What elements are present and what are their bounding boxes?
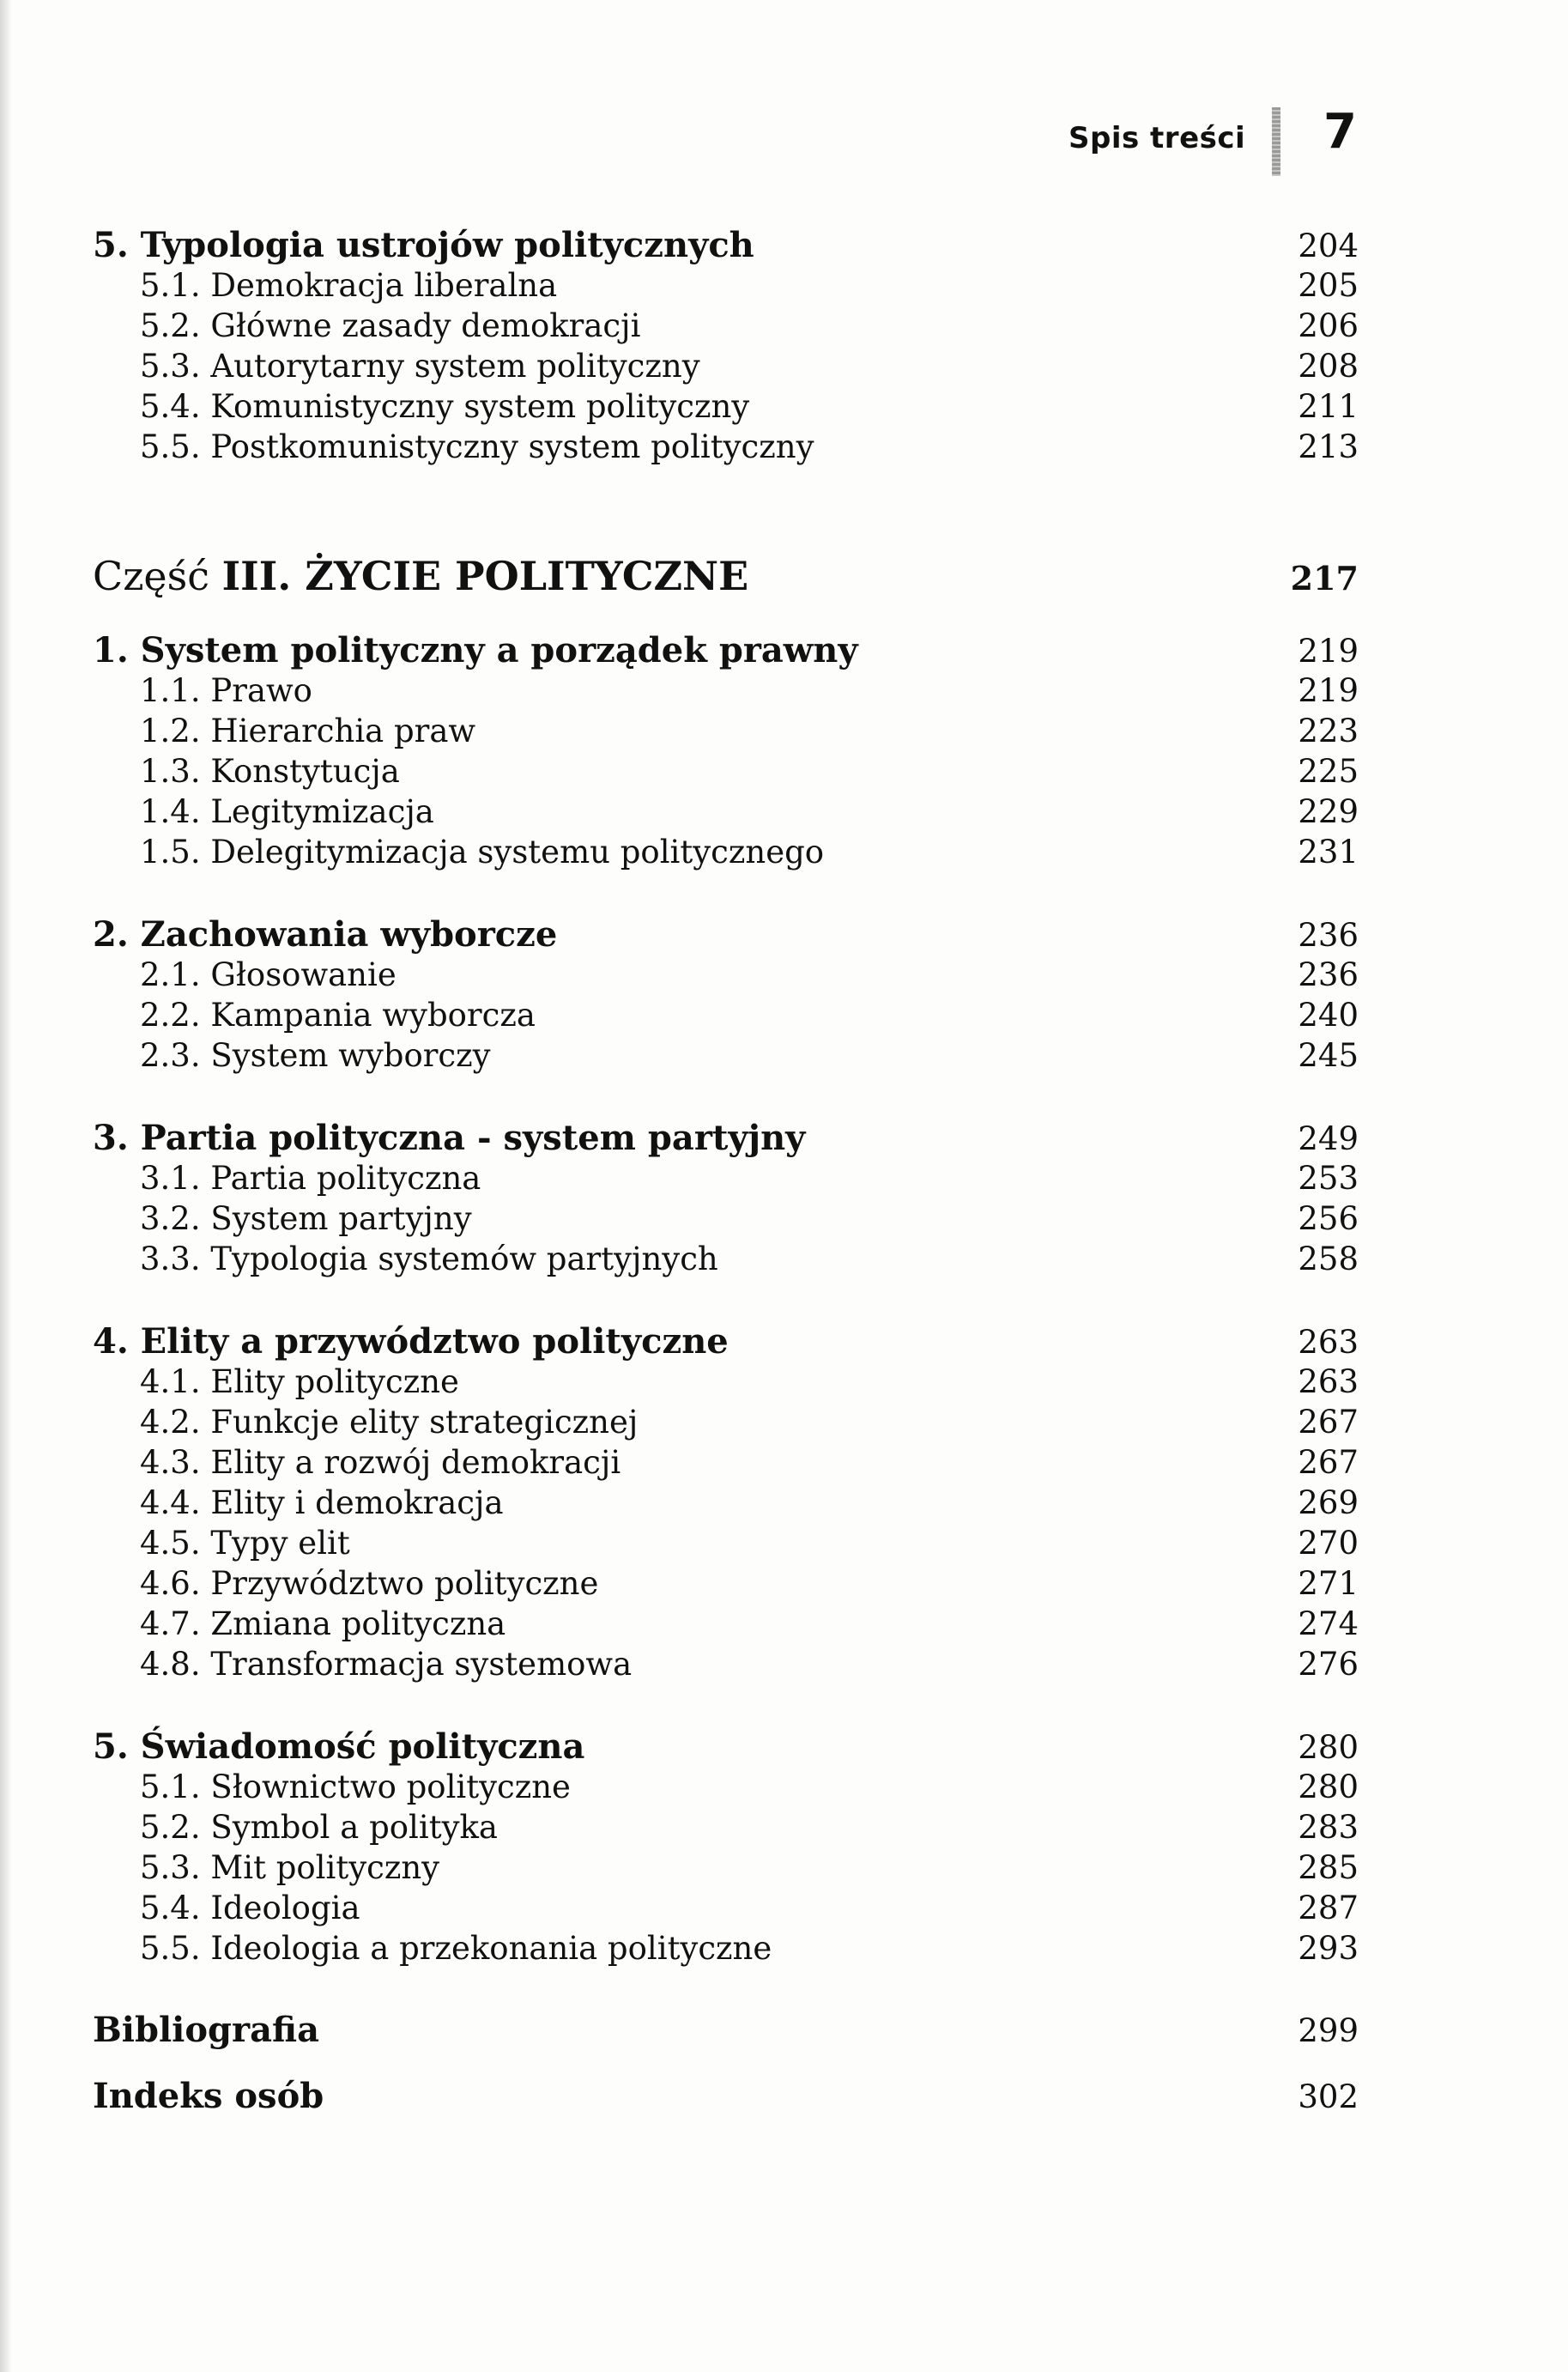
subsection-title: 5.1. Demokracja liberalna [140, 267, 558, 304]
toc-subsection-row[interactable] [93, 1483, 1359, 1523]
subsection-page: 293 [1298, 1930, 1359, 1967]
subsection-page: 223 [1298, 713, 1359, 749]
toc-subsection-row[interactable] [93, 1888, 1359, 1928]
toc-subsection-row[interactable] [93, 1198, 1359, 1239]
subsection-page: 274 [1298, 1605, 1359, 1642]
subsection-title: 5.3. Autorytarny system polityczny [140, 348, 700, 385]
chapter-page: 249 [1298, 1120, 1359, 1157]
toc-subsection-row[interactable] [93, 1035, 1359, 1076]
toc-subsection-row[interactable] [93, 1807, 1359, 1847]
subsection-title: 5.4. Ideologia [140, 1890, 360, 1926]
chapter-title: 1. System polityczny a porządek prawny [93, 630, 858, 670]
toc-bibliography-row[interactable] [93, 2010, 1359, 2050]
toc-subsection-row[interactable] [93, 1523, 1359, 1563]
subsection-page: 256 [1298, 1200, 1359, 1237]
toc-subsection-row[interactable] [93, 1402, 1359, 1442]
toc-subsection-row[interactable] [93, 346, 1359, 386]
chapter-page: 263 [1298, 1324, 1359, 1361]
index-title: Indeks osób [93, 2076, 324, 2116]
running-header [0, 104, 1568, 202]
subsection-title: 1.2. Hierarchia praw [140, 713, 476, 749]
subsection-page: 271 [1298, 1565, 1359, 1602]
toc-chapter-row[interactable] [93, 630, 1359, 670]
subsection-page: 240 [1298, 997, 1359, 1034]
toc-subsection-row[interactable] [93, 711, 1359, 751]
subsection-title: 4.1. Elity polityczne [140, 1363, 459, 1400]
part-heading [93, 546, 748, 606]
toc-subsection-row[interactable] [93, 1767, 1359, 1807]
subsection-title: 2.3. System wyborczy [140, 1037, 491, 1074]
chapter-page: 219 [1298, 633, 1359, 670]
subsection-page: 258 [1298, 1241, 1359, 1277]
subsection-page: 269 [1298, 1484, 1359, 1521]
toc-subsection-row[interactable] [93, 1847, 1359, 1888]
page-edge-shadow [0, 0, 12, 2372]
toc-subsection-row[interactable] [93, 995, 1359, 1035]
subsection-page: 267 [1298, 1404, 1359, 1441]
subsection-page: 231 [1298, 834, 1359, 871]
subsection-title: 3.1. Partia polityczna [140, 1160, 481, 1197]
toc-subsection-row[interactable] [93, 1644, 1359, 1684]
subsection-title: 3.3. Typologia systemów partyjnych [140, 1241, 718, 1277]
toc-chapter-row[interactable] [93, 914, 1359, 955]
header-divider-bar [1272, 107, 1280, 176]
subsection-page: 225 [1298, 753, 1359, 790]
subsection-page: 245 [1298, 1037, 1359, 1074]
subsection-page: 211 [1298, 388, 1359, 425]
subsection-title: 2.2. Kampania wyborcza [140, 997, 536, 1034]
subsection-title: 5.2. Główne zasady demokracji [140, 307, 641, 344]
chapter-page: 280 [1298, 1729, 1359, 1766]
index-page: 302 [1298, 2078, 1359, 2115]
toc-subsection-row[interactable] [93, 670, 1359, 711]
subsection-title: 4.6. Przywództwo polityczne [140, 1565, 599, 1602]
subsection-title: 4.2. Funkcje elity strategicznej [140, 1404, 639, 1441]
chapter-page: 204 [1298, 227, 1359, 264]
toc-subsection-row[interactable] [93, 1563, 1359, 1604]
toc-subsection-row[interactable] [93, 306, 1359, 346]
subsection-page: 219 [1298, 672, 1359, 709]
page-number: 7 [1323, 104, 1357, 160]
toc-chapter-row[interactable] [93, 1726, 1359, 1767]
subsection-title: 5.1. Słownictwo polityczne [140, 1768, 571, 1805]
subsection-page: 208 [1298, 348, 1359, 385]
subsection-page: 287 [1298, 1890, 1359, 1926]
bibliography-page: 299 [1298, 2012, 1359, 2049]
table-of-contents [93, 225, 1359, 2116]
chapter-page: 236 [1298, 917, 1359, 954]
subsection-page: 205 [1298, 267, 1359, 304]
subsection-title: 5.5. Ideologia a przekonania polityczne [140, 1930, 772, 1967]
subsection-page: 236 [1298, 956, 1359, 993]
part-word: Część [93, 553, 222, 599]
toc-chapter-row[interactable] [93, 1321, 1359, 1362]
subsection-title: 5.2. Symbol a polityka [140, 1809, 498, 1846]
part-page: 217 [1290, 559, 1359, 598]
subsection-page: 263 [1298, 1363, 1359, 1400]
toc-part-row[interactable] [93, 546, 1359, 606]
toc-subsection-row[interactable] [93, 386, 1359, 427]
subsection-page: 280 [1298, 1768, 1359, 1805]
subsection-title: 5.5. Postkomunistyczny system polityczny [140, 428, 814, 465]
subsection-title: 1.4. Legitymizacja [140, 793, 434, 830]
subsection-title: 4.3. Elity a rozwój demokracji [140, 1444, 621, 1481]
chapter-title: 3. Partia polityczna - system partyjny [93, 1118, 806, 1158]
subsection-title: 4.4. Elity i demokracja [140, 1484, 504, 1521]
chapter-title: 5. Świadomość polityczna [93, 1726, 585, 1767]
subsection-title: 1.5. Delegitymizacja systemu politycznego [140, 834, 825, 871]
toc-subsection-row[interactable] [93, 792, 1359, 832]
toc-subsection-row[interactable] [93, 1442, 1359, 1483]
toc-subsection-row[interactable] [93, 955, 1359, 995]
toc-index-row[interactable] [93, 2076, 1359, 2116]
chapter-title: 2. Zachowania wyborcze [93, 914, 558, 955]
chapter-title: 4. Elity a przywództwo polityczne [93, 1321, 729, 1362]
subsection-title: 2.1. Głosowanie [140, 956, 397, 993]
toc-subsection-row[interactable] [93, 1158, 1359, 1198]
subsection-title: 4.8. Transformacja systemowa [140, 1646, 633, 1683]
subsection-title: 4.5. Typy elit [140, 1525, 350, 1562]
subsection-title: 5.4. Komunistyczny system polityczny [140, 388, 750, 425]
subsection-title: 3.2. System partyjny [140, 1200, 472, 1237]
toc-subsection-row[interactable] [93, 751, 1359, 792]
subsection-page: 283 [1298, 1809, 1359, 1846]
chapter-title: 5. Typologia ustrojów politycznych [93, 225, 754, 265]
toc-subsection-row[interactable] [93, 1362, 1359, 1402]
subsection-title: 1.3. Konstytucja [140, 753, 400, 790]
subsection-page: 270 [1298, 1525, 1359, 1562]
subsection-page: 206 [1298, 307, 1359, 344]
toc-chapter-row[interactable] [93, 1118, 1359, 1158]
subsection-page: 229 [1298, 793, 1359, 830]
bibliography-title: Bibliografia [93, 2010, 320, 2050]
toc-subsection-row[interactable] [93, 1239, 1359, 1279]
subsection-page: 276 [1298, 1646, 1359, 1683]
toc-subsection-row[interactable] [93, 832, 1359, 872]
toc-subsection-row[interactable] [93, 265, 1359, 306]
subsection-page: 267 [1298, 1444, 1359, 1481]
subsection-title: 5.3. Mit polityczny [140, 1849, 440, 1886]
subsection-page: 213 [1298, 428, 1359, 465]
toc-subsection-row[interactable] [93, 1604, 1359, 1644]
subsection-title: 4.7. Zmiana polityczna [140, 1605, 506, 1642]
subsection-page: 285 [1298, 1849, 1359, 1886]
running-header-label: Spis treści [1069, 121, 1246, 155]
subsection-page: 253 [1298, 1160, 1359, 1197]
subsection-title: 1.1. Prawo [140, 672, 312, 709]
toc-chapter-row[interactable] [93, 225, 1359, 265]
part-title: III. ŻYCIE POLITYCZNE [221, 553, 749, 599]
toc-subsection-row[interactable] [93, 1928, 1359, 1969]
toc-subsection-row[interactable] [93, 427, 1359, 467]
